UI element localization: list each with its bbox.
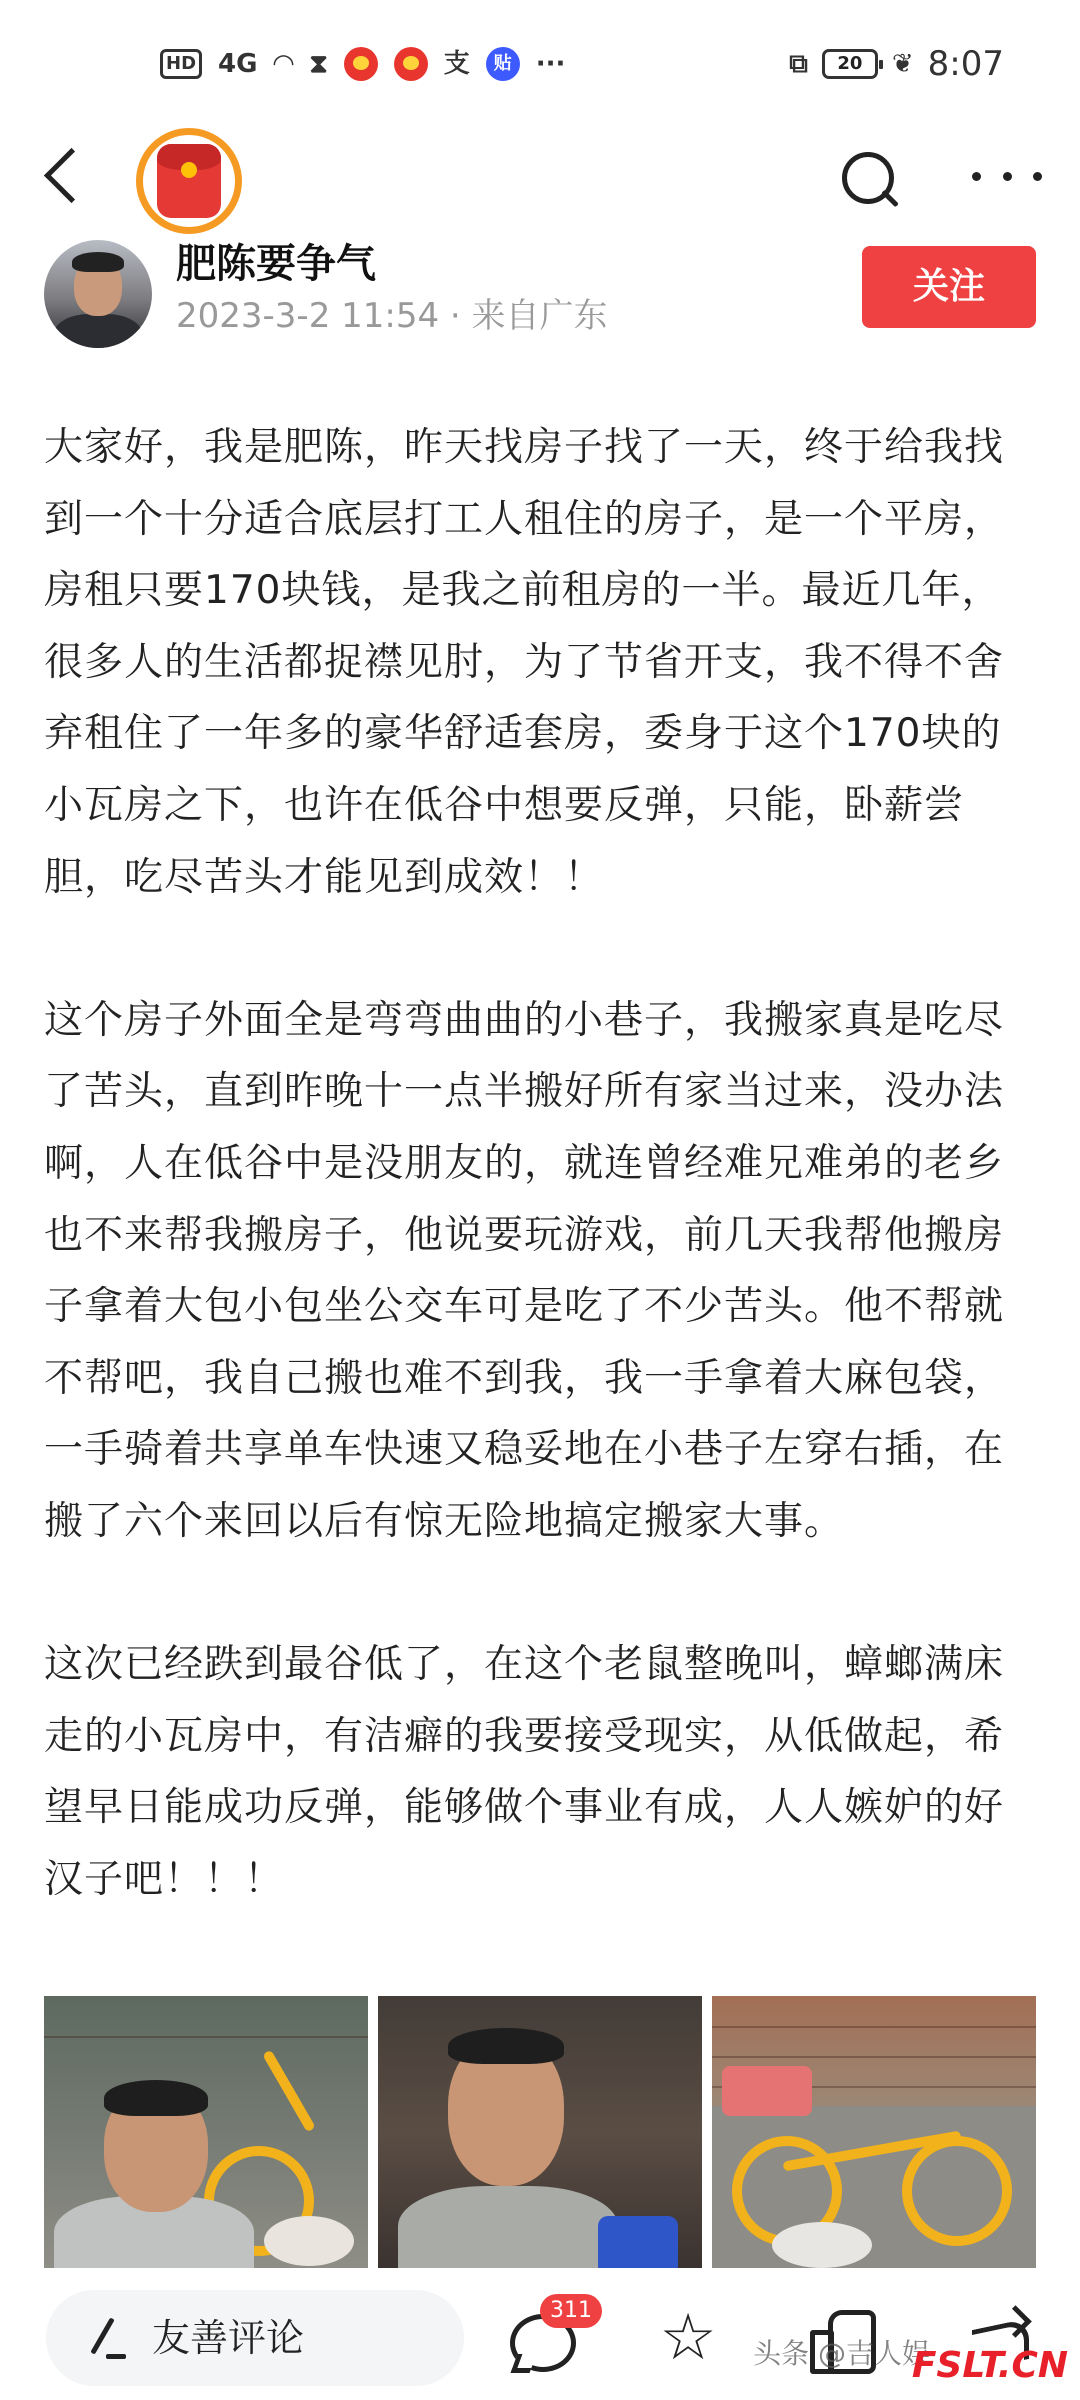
comment-input[interactable] xyxy=(46,2290,464,2386)
red-envelope-icon xyxy=(157,144,221,218)
search-icon[interactable] xyxy=(838,148,902,212)
network-indicator: 4G xyxy=(218,49,258,79)
article-paragraph: 这次已经跌到最谷低了，在这个老鼠整晚叫，蟑螂满床走的小瓦房中，有洁癖的我要接受现实，从低做起，希望早日能成功反弹，能够做个事业有成，人人嫉妒的好汉子吧！！！ xyxy=(44,1642,1005,1902)
battery-icon: 20 xyxy=(822,49,878,79)
article-paragraph: 大家好，我是肥陈，昨天找房子找了一天，终于给我找到一个十分适合底层打工人租住的房子，是一个平房，房租只要170块钱，是我之前租房的一半。最近几年，很多人的生活都捉襟见肘，为了节省开支，我不得不舍弃租住了一年多的豪华舒适套房，委身于这个170块的小瓦房之下，也许在低谷中想要反弹，只能，卧薪尝胆，吃尽苦头才能见到成效！！ xyxy=(44,425,1005,900)
status-bar-left xyxy=(160,44,565,84)
vibrate-icon: ⧉ xyxy=(789,49,808,79)
alipay-icon: 支 xyxy=(443,49,470,79)
post-image[interactable] xyxy=(378,1996,702,2268)
source-watermark: 头条 @吉人娱 xyxy=(753,2337,930,2370)
leaf-icon: ❦ xyxy=(891,49,914,79)
more-notifications-icon: ··· xyxy=(535,49,566,79)
hourglass-icon: ⧗ xyxy=(309,49,328,79)
weibo-icon xyxy=(344,47,378,81)
more-icon[interactable] xyxy=(972,154,1042,198)
weibo-icon-2 xyxy=(394,47,428,81)
article-body xyxy=(44,412,1040,1987)
wifi-icon: ◠ xyxy=(273,49,294,79)
status-bar-right xyxy=(789,44,1004,84)
hd-badge: HD xyxy=(160,49,202,79)
app-logo[interactable] xyxy=(136,128,242,234)
image-grid xyxy=(44,1996,1038,2268)
avatar[interactable] xyxy=(44,240,152,348)
back-icon[interactable] xyxy=(38,140,88,210)
star-icon[interactable]: ☆ xyxy=(659,2301,717,2375)
post-image[interactable] xyxy=(712,1996,1036,2268)
post-meta: 2023-3-2 11:54 · 来自广东 xyxy=(176,296,608,336)
status-bar xyxy=(0,0,1080,140)
site-logo: FSLT.CN xyxy=(911,2345,1068,2386)
pen-icon xyxy=(86,2316,126,2360)
clock: 8:07 xyxy=(927,44,1004,84)
post-image[interactable] xyxy=(44,1996,368,2268)
article-paragraph: 这个房子外面全是弯弯曲曲的小巷子，我搬家真是吃尽了苦头，直到昨晚十一点半搬好所有家当过来，没办法啊，人在低谷中是没朋友的，就连曾经难兄难弟的老乡也不来帮我搬房子，他说要玩游戏，前几天我帮他搬房子拿着大包小包坐公交车可是吃了不少苦头。他不帮就不帮吧，我自己搬也难不到我，我一手拿着大麻包袋，一手骑着共享单车快速又稳妥地在小巷子左穿右插，在搬了六个来回以后有惊无险地搞定搬家大事。 xyxy=(44,997,1005,1544)
follow-button[interactable]: 关注 xyxy=(862,246,1036,328)
comment-count-badge: 311 xyxy=(540,2294,602,2328)
author-name[interactable]: 肥陈要争气 xyxy=(176,241,376,287)
comment-placeholder: 友善评论 xyxy=(152,2316,305,2360)
tieba-icon: 贴 xyxy=(486,47,520,81)
